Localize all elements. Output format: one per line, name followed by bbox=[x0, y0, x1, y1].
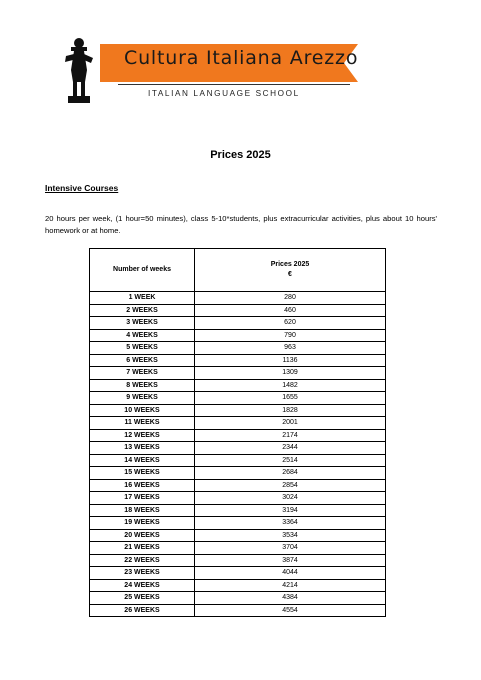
jouster-statue-logo-icon bbox=[62, 36, 96, 104]
table-row bbox=[90, 304, 386, 317]
price-cell: 4214 bbox=[195, 579, 386, 592]
price-cell: 3874 bbox=[195, 554, 386, 567]
weeks-cell: 24 WEEKS bbox=[90, 579, 195, 592]
price-cell: 620 bbox=[195, 317, 386, 330]
table-row bbox=[90, 492, 386, 505]
price-cell: 4044 bbox=[195, 567, 386, 580]
table-row bbox=[90, 567, 386, 580]
weeks-cell: 14 WEEKS bbox=[90, 454, 195, 467]
price-cell: 1309 bbox=[195, 367, 386, 380]
weeks-cell: 4 WEEKS bbox=[90, 329, 195, 342]
price-cell: 2344 bbox=[195, 442, 386, 455]
price-cell: 2684 bbox=[195, 467, 386, 480]
table-row bbox=[90, 379, 386, 392]
weeks-cell: 10 WEEKS bbox=[90, 404, 195, 417]
table-row bbox=[90, 329, 386, 342]
table-row bbox=[90, 392, 386, 405]
price-cell: 790 bbox=[195, 329, 386, 342]
weeks-cell: 19 WEEKS bbox=[90, 517, 195, 530]
divider bbox=[118, 84, 350, 85]
table-row bbox=[90, 592, 386, 605]
page-title: Prices 2025 bbox=[210, 149, 271, 161]
weeks-cell: 5 WEEKS bbox=[90, 342, 195, 355]
table-row bbox=[90, 292, 386, 305]
table-header-row bbox=[90, 249, 386, 292]
price-cell: 3194 bbox=[195, 504, 386, 517]
price-cell: 1655 bbox=[195, 392, 386, 405]
letterhead bbox=[0, 0, 481, 110]
price-cell: 2514 bbox=[195, 454, 386, 467]
price-cell: 3704 bbox=[195, 542, 386, 555]
price-table bbox=[89, 248, 386, 617]
weeks-cell: 7 WEEKS bbox=[90, 367, 195, 380]
table-row bbox=[90, 504, 386, 517]
weeks-cell: 1 WEEK bbox=[90, 292, 195, 305]
price-cell: 1828 bbox=[195, 404, 386, 417]
header-currency: € bbox=[288, 271, 292, 278]
price-cell: 3024 bbox=[195, 492, 386, 505]
table-row bbox=[90, 542, 386, 555]
price-cell: 280 bbox=[195, 292, 386, 305]
weeks-cell: 8 WEEKS bbox=[90, 379, 195, 392]
course-description: 20 hours per week, (1 hour=50 minutes), class 5-10*students, plus extracurricular activities, plus about 10 hours' homework or at home. bbox=[45, 214, 437, 235]
price-cell: 4554 bbox=[195, 604, 386, 617]
table-row bbox=[90, 479, 386, 492]
weeks-cell: 17 WEEKS bbox=[90, 492, 195, 505]
table-row bbox=[90, 467, 386, 480]
weeks-cell: 13 WEEKS bbox=[90, 442, 195, 455]
weeks-cell: 21 WEEKS bbox=[90, 542, 195, 555]
section-title: Intensive Courses bbox=[45, 183, 119, 193]
brand-name: Cultura Italiana Arezzo bbox=[124, 47, 359, 69]
weeks-cell: 25 WEEKS bbox=[90, 592, 195, 605]
table-row bbox=[90, 554, 386, 567]
table-row bbox=[90, 367, 386, 380]
price-cell: 460 bbox=[195, 304, 386, 317]
price-cell: 1136 bbox=[195, 354, 386, 367]
price-cell: 2174 bbox=[195, 429, 386, 442]
table-row bbox=[90, 317, 386, 330]
header-prices bbox=[195, 249, 386, 292]
weeks-cell: 20 WEEKS bbox=[90, 529, 195, 542]
table-row bbox=[90, 342, 386, 355]
table-row bbox=[90, 404, 386, 417]
price-cell: 4384 bbox=[195, 592, 386, 605]
table-row bbox=[90, 529, 386, 542]
table-row bbox=[90, 354, 386, 367]
table-row bbox=[90, 417, 386, 430]
price-cell: 2854 bbox=[195, 479, 386, 492]
weeks-cell: 18 WEEKS bbox=[90, 504, 195, 517]
weeks-cell: 11 WEEKS bbox=[90, 417, 195, 430]
price-rows bbox=[90, 292, 386, 617]
header-prices-label: Prices 2025 bbox=[270, 261, 310, 268]
price-cell: 963 bbox=[195, 342, 386, 355]
weeks-cell: 9 WEEKS bbox=[90, 392, 195, 405]
weeks-cell: 23 WEEKS bbox=[90, 567, 195, 580]
weeks-cell: 3 WEEKS bbox=[90, 317, 195, 330]
table-row bbox=[90, 429, 386, 442]
weeks-cell: 22 WEEKS bbox=[90, 554, 195, 567]
weeks-cell: 16 WEEKS bbox=[90, 479, 195, 492]
price-cell: 3534 bbox=[195, 529, 386, 542]
weeks-cell: 2 WEEKS bbox=[90, 304, 195, 317]
price-cell: 3364 bbox=[195, 517, 386, 530]
weeks-cell: 6 WEEKS bbox=[90, 354, 195, 367]
price-cell: 1482 bbox=[195, 379, 386, 392]
header-weeks: Number of weeks bbox=[90, 249, 195, 292]
brand-subtitle: ITALIAN LANGUAGE SCHOOL bbox=[148, 89, 300, 98]
table-row bbox=[90, 454, 386, 467]
table-row bbox=[90, 517, 386, 530]
table-row bbox=[90, 579, 386, 592]
weeks-cell: 26 WEEKS bbox=[90, 604, 195, 617]
weeks-cell: 15 WEEKS bbox=[90, 467, 195, 480]
price-cell: 2001 bbox=[195, 417, 386, 430]
table-row bbox=[90, 604, 386, 617]
table-row bbox=[90, 442, 386, 455]
weeks-cell: 12 WEEKS bbox=[90, 429, 195, 442]
